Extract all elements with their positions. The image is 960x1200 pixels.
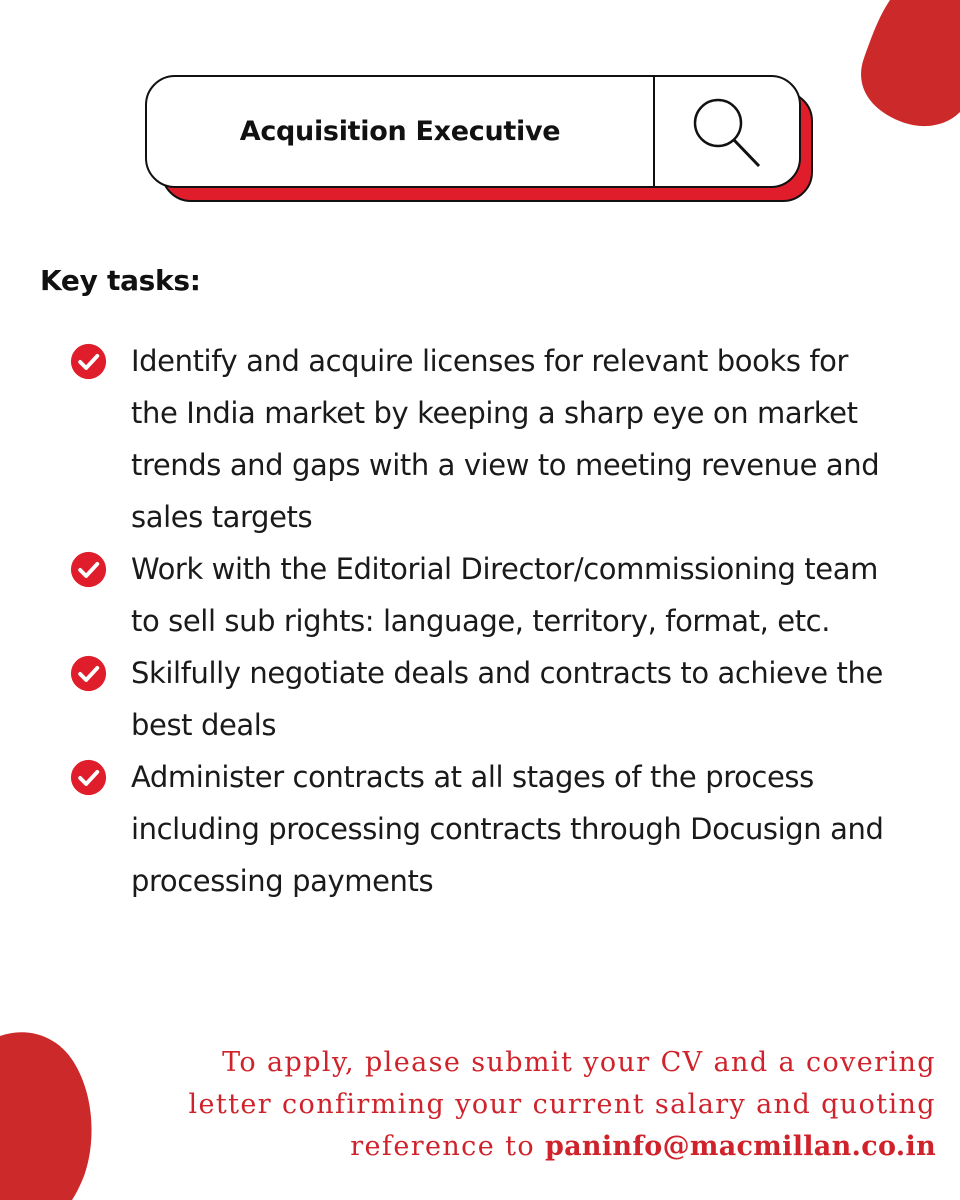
task-text: Administer contracts at all stages of the process including processing contracts through Docusign and processing payments (131, 760, 884, 898)
search-query[interactable]: Acquisition Executive (239, 116, 561, 147)
search-box[interactable] (145, 75, 801, 188)
apply-instructions (96, 1042, 936, 1168)
check-circle-icon (70, 759, 107, 796)
apply-line-3 (96, 1126, 936, 1168)
key-tasks-list (70, 335, 900, 907)
task-text: Skilfully negotiate deals and contracts to achieve the best deals (131, 656, 883, 742)
list-item (70, 335, 900, 543)
list-item (70, 751, 900, 907)
apply-line-2: letter confirming your current salary and quoting (188, 1089, 936, 1120)
key-tasks-heading: Key tasks: (40, 264, 201, 297)
search-button[interactable] (655, 77, 799, 186)
task-text: Identify and acquire licenses for relevant books for the India market by keeping a sharp eye on market trends and gaps with a view to meeting revenue and sales targets (131, 344, 880, 534)
apply-line-1: To apply, please submit your CV and a covering (222, 1047, 936, 1078)
search-bar (145, 75, 815, 205)
check-circle-icon (70, 343, 107, 380)
apply-line-3-prefix: reference to (350, 1131, 545, 1162)
decorative-blob-bottom (0, 1030, 100, 1200)
task-text: Work with the Editorial Director/commissioning team to sell sub rights: language, territory, format, etc. (131, 552, 878, 638)
search-icon (688, 93, 766, 171)
list-item (70, 543, 900, 647)
decorative-blob-top (850, 0, 960, 130)
list-item (70, 647, 900, 751)
check-circle-icon (70, 655, 107, 692)
email-link[interactable]: paninfo@macmillan.co.in (544, 1131, 936, 1162)
check-circle-icon (70, 551, 107, 588)
